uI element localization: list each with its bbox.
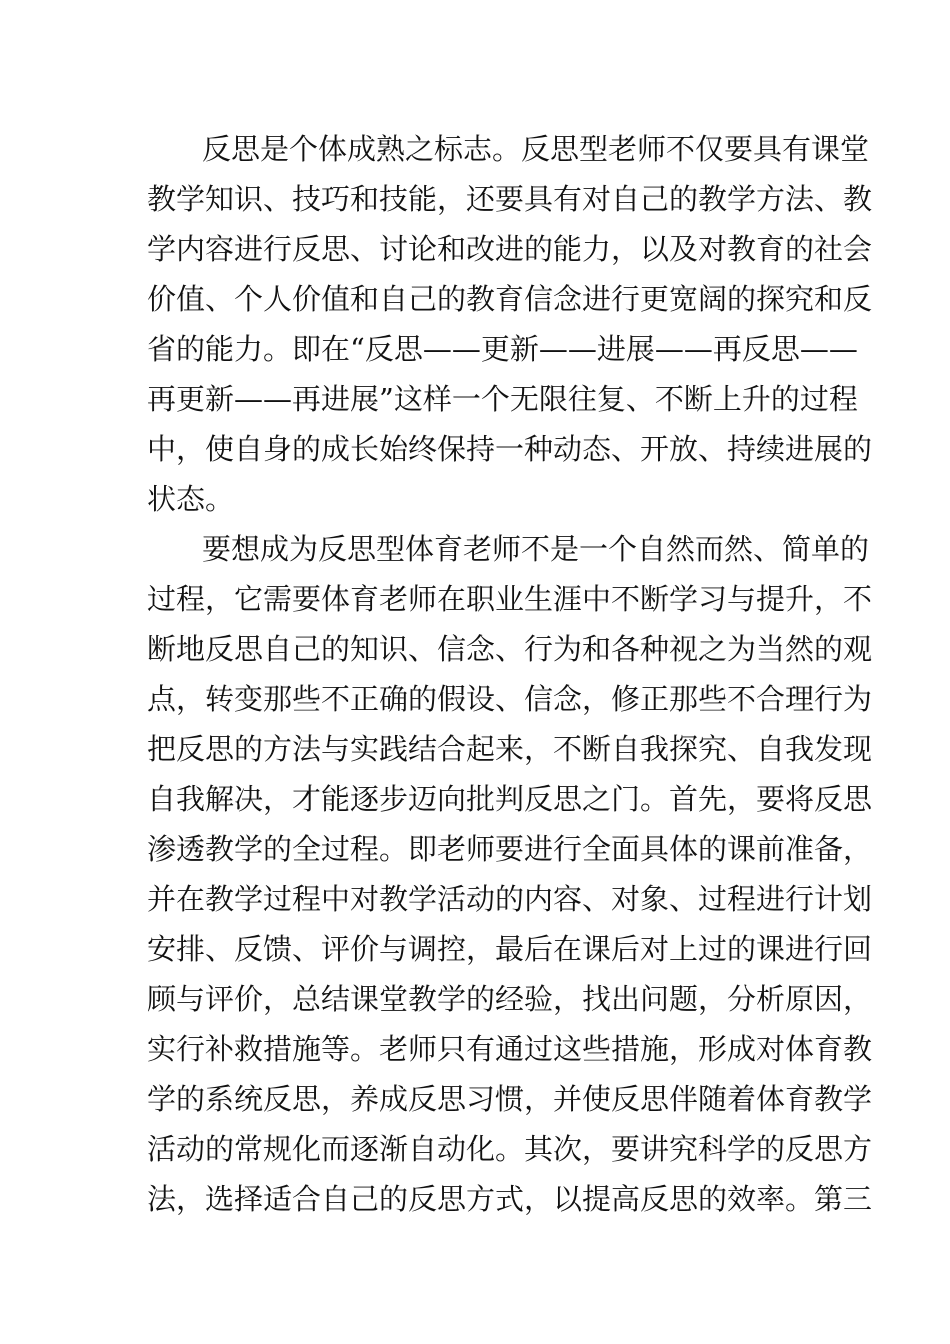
paragraph [147, 524, 873, 1224]
paragraph-line: 渗透教学的全过程。即老师要进行全面具体的课前准备， [147, 832, 873, 866]
paragraph-line: 并在教学过程中对教学活动的内容、对象、过程进行计划 [147, 882, 873, 916]
paragraph [147, 124, 873, 524]
paragraph-line: 教学知识、技巧和技能，还要具有对自己的教学方法、教 [147, 182, 873, 216]
paragraph-line: 活动的常规化而逐渐自动化。其次，要讲究科学的反思方 [147, 1132, 873, 1166]
paragraph-line: 要想成为反思型体育老师不是一个自然而然、简单的 [202, 532, 870, 566]
paragraph-line: 学内容进行反思、讨论和改进的能力，以及对教育的社会 [147, 232, 873, 266]
paragraph-line: 状态。 [147, 482, 235, 516]
body-text [147, 124, 873, 1224]
paragraph-line: 省的能力。即在“反思——更新——进展——再反思—— [147, 332, 858, 366]
paragraph-line: 实行补救措施等。老师只有通过这些措施，形成对体育教 [147, 1032, 873, 1066]
paragraph-line: 学的系统反思，养成反思习惯，并使反思伴随着体育教学 [147, 1082, 873, 1116]
paragraph-line: 过程，它需要体育老师在职业生涯中不断学习与提升，不 [147, 582, 873, 616]
paragraph-line: 反思是个体成熟之标志。反思型老师不仅要具有课堂 [202, 132, 870, 166]
paragraph-line: 顾与评价，总结课堂教学的经验，找出问题，分析原因， [147, 982, 873, 1016]
paragraph-line: 法，选择适合自己的反思方式，以提高反思的效率。第三 [147, 1182, 873, 1216]
paragraph-line: 断地反思自己的知识、信念、行为和各种视之为当然的观 [147, 632, 873, 666]
paragraph-line: 价值、个人价值和自己的教育信念进行更宽阔的探究和反 [147, 282, 873, 316]
paragraph-line: 自我解决，才能逐步迈向批判反思之门。首先，要将反思 [147, 782, 873, 816]
paragraph-line: 安排、反馈、评价与调控，最后在课后对上过的课进行回 [147, 932, 873, 966]
paragraph-line: 再更新——再进展”这样一个无限往复、不断上升的过程 [147, 382, 858, 416]
paragraph-line: 把反思的方法与实践结合起来，不断自我探究、自我发现 [147, 732, 873, 766]
paragraph-line: 中，使自身的成长始终保持一种动态、开放、持续进展的 [147, 432, 873, 466]
paragraph-line: 点，转变那些不正确的假设、信念，修正那些不合理行为 [147, 682, 873, 716]
